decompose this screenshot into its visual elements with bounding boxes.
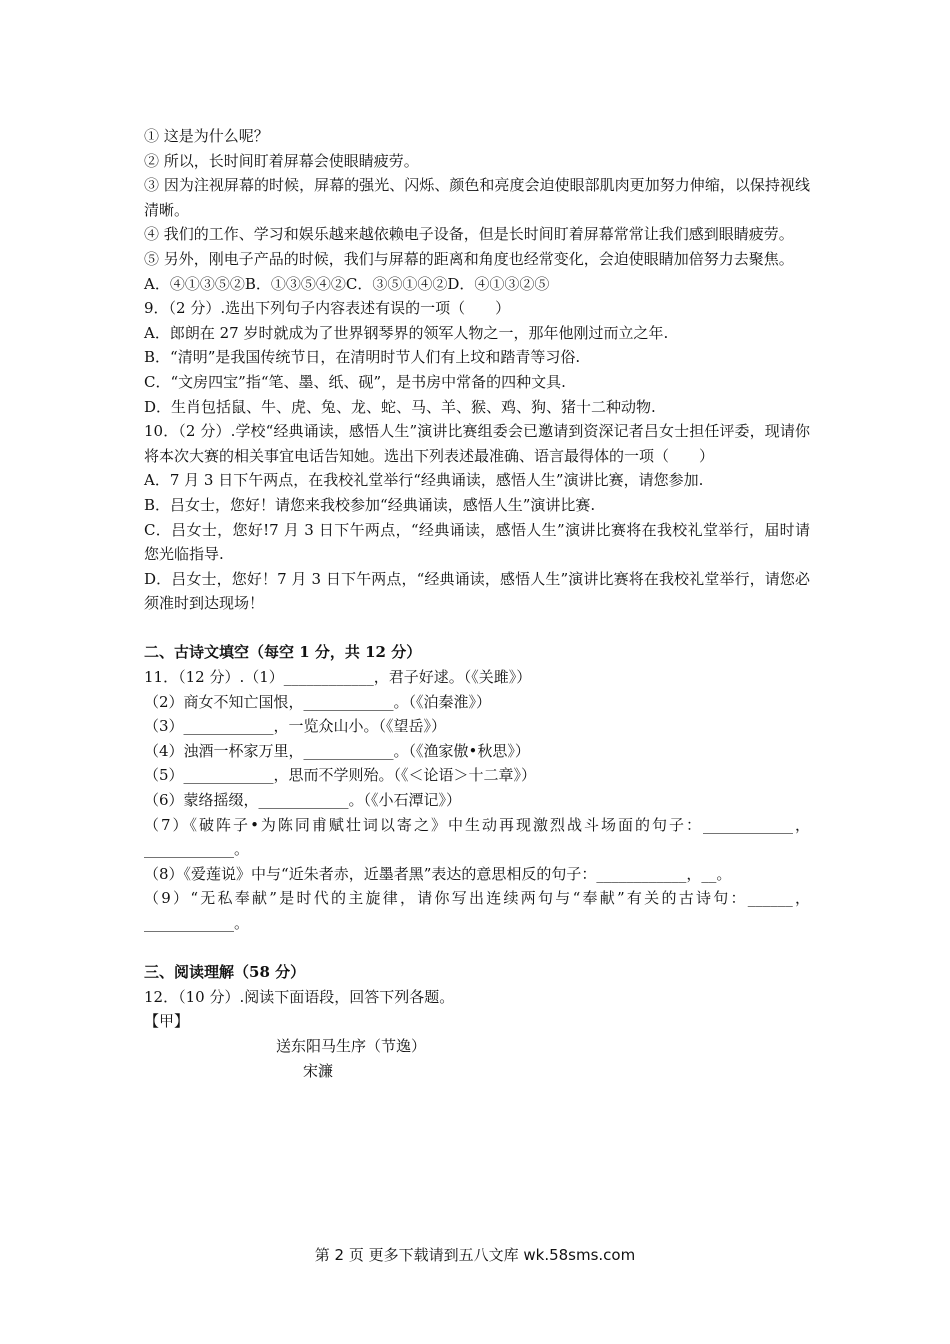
q9-option-b: B．“清明”是我国传统节日，在清明时节人们有上坟和踏青等习俗. <box>144 348 581 367</box>
spacer <box>144 936 810 961</box>
spacer <box>144 616 810 641</box>
q10-option-c: C．吕女士，您好!7 月 3 日下午两点，“经典诵读，感悟人生”演讲比赛将在我校礼堂举行，届时请您光临指导. <box>144 520 810 564</box>
page-footer: 第 2 页 更多下载请到五八文库 wk.58sms.com <box>314 1246 636 1264</box>
q11-line-8: （8）《爱莲说》中与“近朱者赤，近墨者黑”表达的意思相反的句子：____________，__。 <box>144 864 732 883</box>
sentence-item-3: ③ 因为注视屏幕的时候，屏幕的强光、闪烁、颜色和亮度会迫使眼部肌肉更加努力伸缩，以保持视线清晰。 <box>144 176 810 219</box>
q12-stem: 12．（10 分）.阅读下面语段，回答下列各题。 <box>144 987 455 1006</box>
q8-options: A．④①③⑤②B．①③⑤④②C．③⑤①④②D．④①③②⑤ <box>144 274 550 293</box>
passage-title: 送东阳马生序（节逸） <box>276 1036 427 1055</box>
sentence-item-5: ⑤ 另外，刚电子产品的时候，我们与屏幕的距离和角度也经常变化，会迫使眼睛加倍努力去聚焦。 <box>144 249 794 268</box>
q10-option-a: A．7 月 3 日下午两点，在我校礼堂举行“经典诵读，感悟人生”演讲比赛，请您参加. <box>144 471 704 490</box>
section2-heading: 二、古诗文填空（每空 1 分，共 12 分） <box>144 643 422 662</box>
q11-line-3: （3）____________，一览众山小。（《望岳》） <box>144 717 447 736</box>
part-label: 【甲】 <box>144 1012 190 1031</box>
q11-line-7: （7）《破阵子•为陈同甫赋壮词以寄之》中生动再现激烈战斗场面的句子：____________，____________。 <box>144 815 810 859</box>
q11-line-4: （4）浊酒一杯家万里，____________。（《渔家傲•秋思》） <box>144 741 530 760</box>
q9-option-d: D．生肖包括鼠、牛、虎、兔、龙、蛇、马、羊、猴、鸡、狗、猪十二种动物. <box>144 397 656 416</box>
q11-line-5: （5）____________，思而不学则殆。（《＜论语＞十二章》） <box>144 766 537 785</box>
q11-line-6: （6）蒙络摇缀，____________。（《小石潭记》） <box>144 791 462 810</box>
q9-option-a: A．郎朗在 27 岁时就成为了世界钢琴界的领军人物之一，那年他刚过而立之年. <box>144 323 669 342</box>
q10-option-d: D．吕女士，您好！7 月 3 日下午两点，“经典诵读，感悟人生”演讲比赛将在我校礼堂举行，请您必须准时到达现场！ <box>144 569 810 613</box>
q10-stem: 10．（2 分）.学校“经典诵读，感悟人生”演讲比赛组委会已邀请到资深记者吕女士担任评委，现请你将本次大赛的相关事宜电话告知她。选出下列表述最准确、语言最得体的一项（ ） <box>144 422 810 465</box>
section3-heading: 三、阅读理解（58 分） <box>144 963 306 982</box>
sentence-item-4: ④ 我们的工作、学习和娱乐越来越依赖电子设备，但是长时间盯着屏幕常常让我们感到眼睛疲劳。 <box>144 225 794 244</box>
sentence-item-2: ② 所以，长时间盯着屏幕会使眼睛疲劳。 <box>144 151 419 170</box>
sentence-item-1: ① 这是为什么呢？ <box>144 127 269 145</box>
q9-stem: 9．（2 分）.选出下列句子内容表述有误的一项（ ） <box>144 299 511 318</box>
q11-line-2: （2）商女不知亡国恨，____________。（《泊秦淮》） <box>144 692 492 711</box>
q9-option-c: C．“文房四宝”指“笔、墨、纸、砚”，是书房中常备的四种文具. <box>144 372 566 391</box>
q11-line-9: （9）“无私奉献”是时代的主旋律，请你写出连续两句与“奉献”有关的古诗句：______，____________。 <box>144 889 810 932</box>
page-content <box>144 124 810 1083</box>
q11-line-1: 11．（12 分）.（1）____________，君子好逑。（《关雎》） <box>144 668 532 687</box>
q10-option-b: B．吕女士，您好！请您来我校参加“经典诵读，感悟人生”演讲比赛. <box>144 495 596 514</box>
passage-author: 宋濂 <box>303 1061 334 1080</box>
